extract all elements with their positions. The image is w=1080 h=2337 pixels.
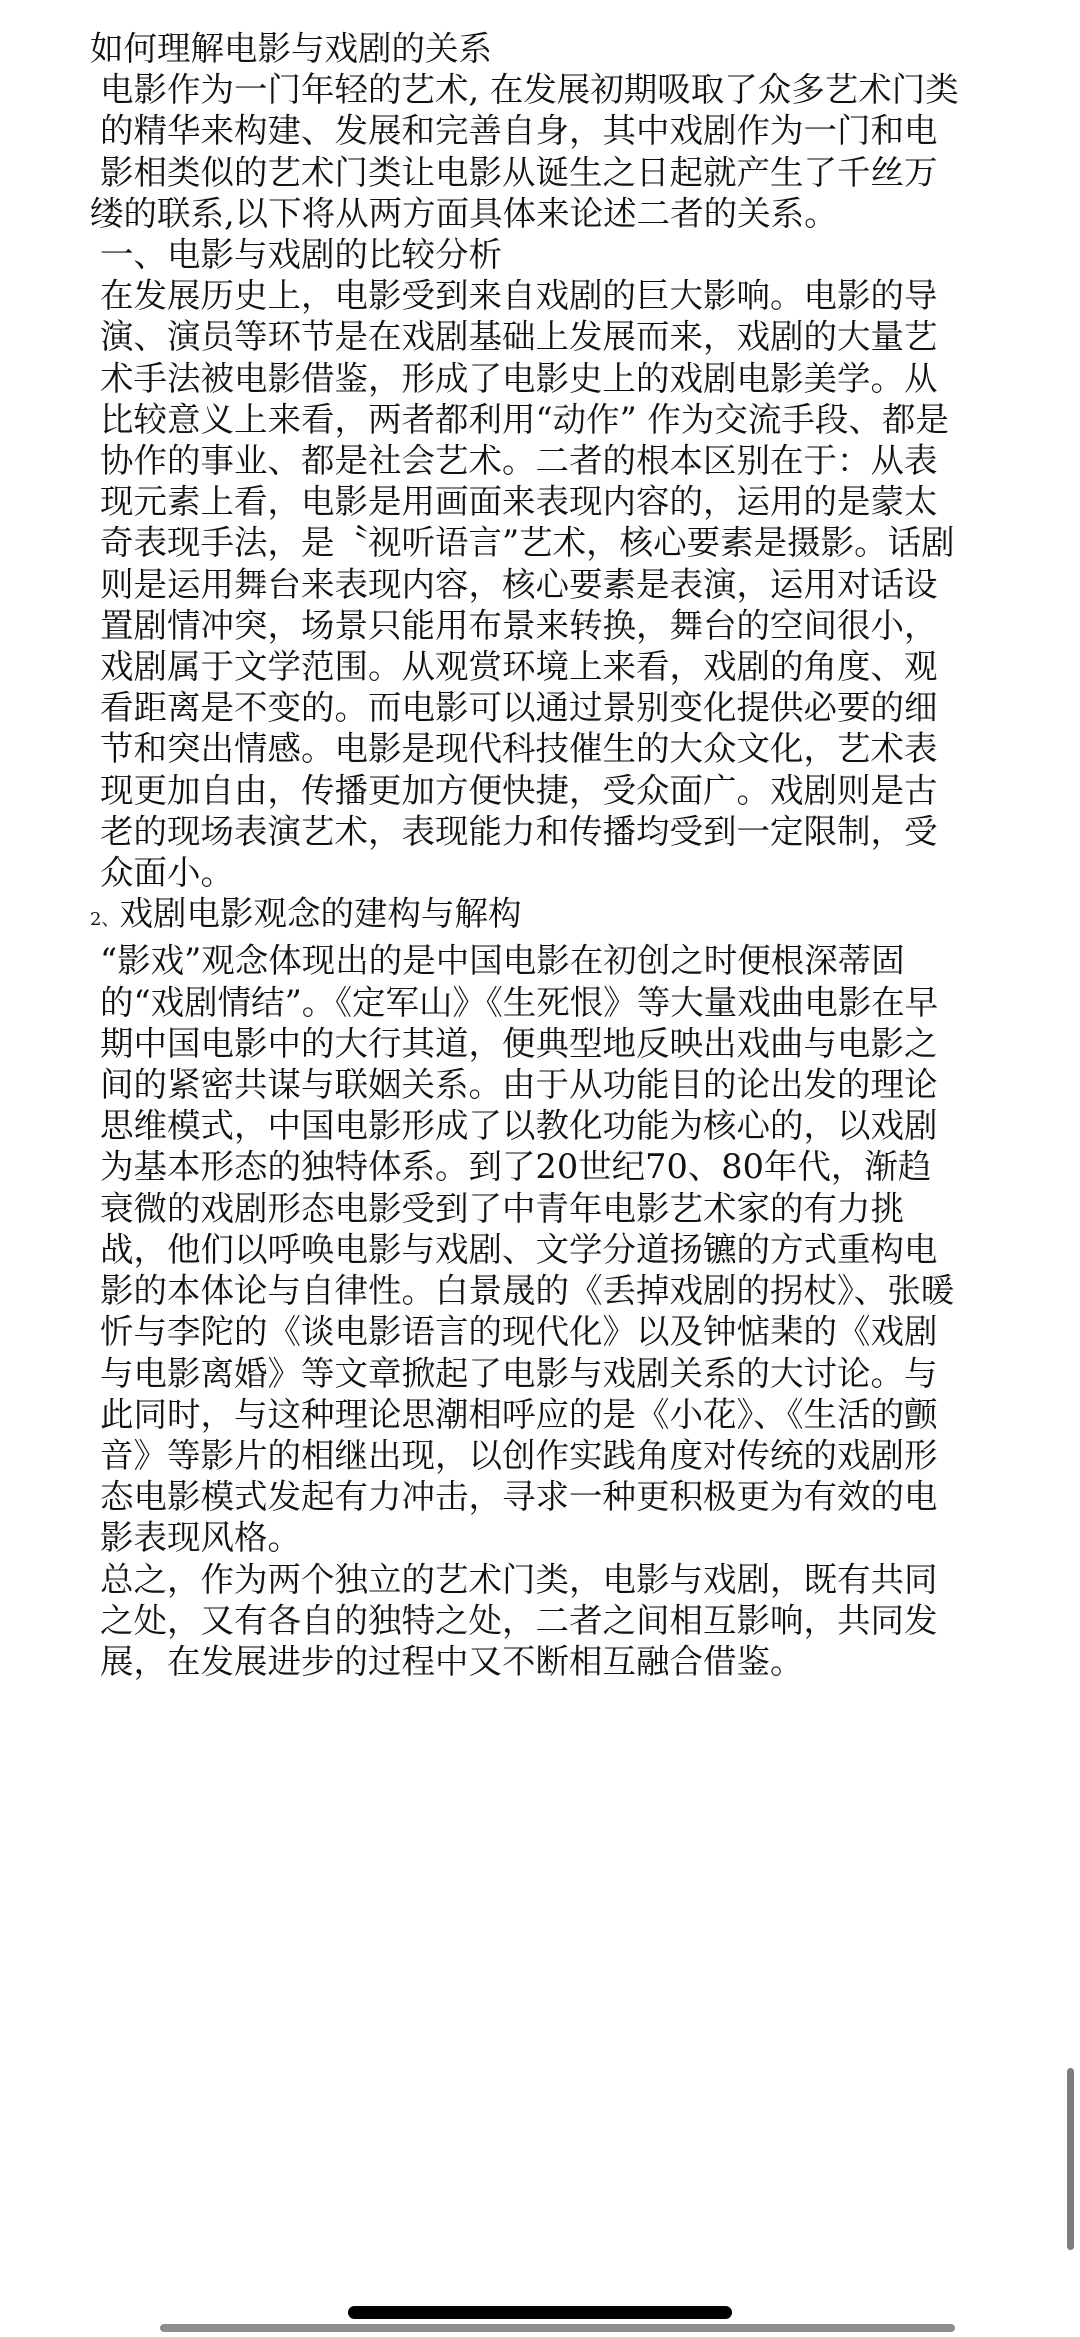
section-2-number: 2、 — [90, 909, 120, 931]
home-indicator[interactable] — [348, 2306, 732, 2319]
intro-continuation: 缕的联系,以下将从两方面具体来论述二者的关系。 — [90, 193, 838, 233]
section-1-body: 在发展历史上，电影受到来自戏剧的巨大影响。电影的导演、演员等环节是在戏剧基础上发展而来，戏剧的大量艺术手法被电影借鉴，形成了电影史上的戏剧电影美学。从比较意义上来看，两者都利用“动作” 作为交流手段、都是协作的事业、都是社会艺术。二者的根本区别在于：从表现元素上看，电影是用画面来表现内容的，运用的是蒙太奇表现手法，是〝视听语言”艺术，核心要素是摄影。话剧则是运用舞台来表现内容，核心要素是表演，运用对话设置剧情冲突，场景只能用布景来转换，舞台的空间很小，戏剧属于文学范围。从观赏环境上来看，戏剧的角度、观看距离是不变的。而电影可以通过景别变化提供必要的细节和突出情感。电影是现代科技催生的大众文化，艺术表现更加自由，传播更加方便快捷，受众面广。戏剧则是古老的现场表演艺术，表现能力和传播均受到一定限制，受众面小。 — [100, 276, 955, 893]
vertical-scrollbar-thumb[interactable] — [1067, 2068, 1074, 2250]
conclusion-paragraph: 总之，作为两个独立的艺术门类，电影与戏剧，既有共同之处，又有各自的独特之处，二者之间相互影响，共同发展，在发展进步的过程中又不断相互融合借鉴。 — [100, 1559, 938, 1681]
document-body — [90, 28, 960, 1682]
section-2-heading: 戏剧电影观念的建构与解构 — [119, 894, 522, 934]
intro-paragraph: 电影作为一门年轻的艺术, 在发展初期吸取了众多艺术门类的精华来构建、发展和完善自身，其中戏剧作为一门和电影相类似的艺术门类让电影从诞生之日起就产生了千丝万 — [100, 70, 959, 192]
section-2-heading-line — [90, 893, 960, 940]
section-1-heading: 一、电影与戏剧的比较分析 — [100, 235, 502, 275]
horizontal-scroll-indicator — [160, 2324, 955, 2332]
section-2-body: “影戏”观念体现出的是中国电影在初创之时便根深蒂固的“戏剧情结”。《定军山》《生死恨》等大量戏曲电影在早期中国电影中的大行其道，便典型地反映出戏曲与电影之间的紧密共谋与联姻关系。由于从功能目的论出发的理论思维模式，中国电影形成了以教化功能为核心的，以戏剧为基本形态的独特体系。到了20世纪70、80年代，渐趋衰微的戏剧形态电影受到了中青年电影艺术家的有力挑战，他们以呼唤电影与戏剧、文学分道扬镳的方式重构电影的本体论与自律性。白景晟的《丢掉戏剧的拐杖》、张暖忻与李陀的《谈电影语言的现代化》以及钟惦棐的《戏剧与电影离婚》等文章掀起了电影与戏剧关系的大讨论。与此同时，与这种理论思潮相呼应的是《小花》、《生活的颤音》等影片的相继出现，以创作实践角度对传统的戏剧形态电影模式发起有力冲击，寻求一种更积极更为有效的电影表现风格。 — [100, 941, 955, 1558]
document-title: 如何理解电影与戏剧的关系 — [90, 29, 492, 68]
